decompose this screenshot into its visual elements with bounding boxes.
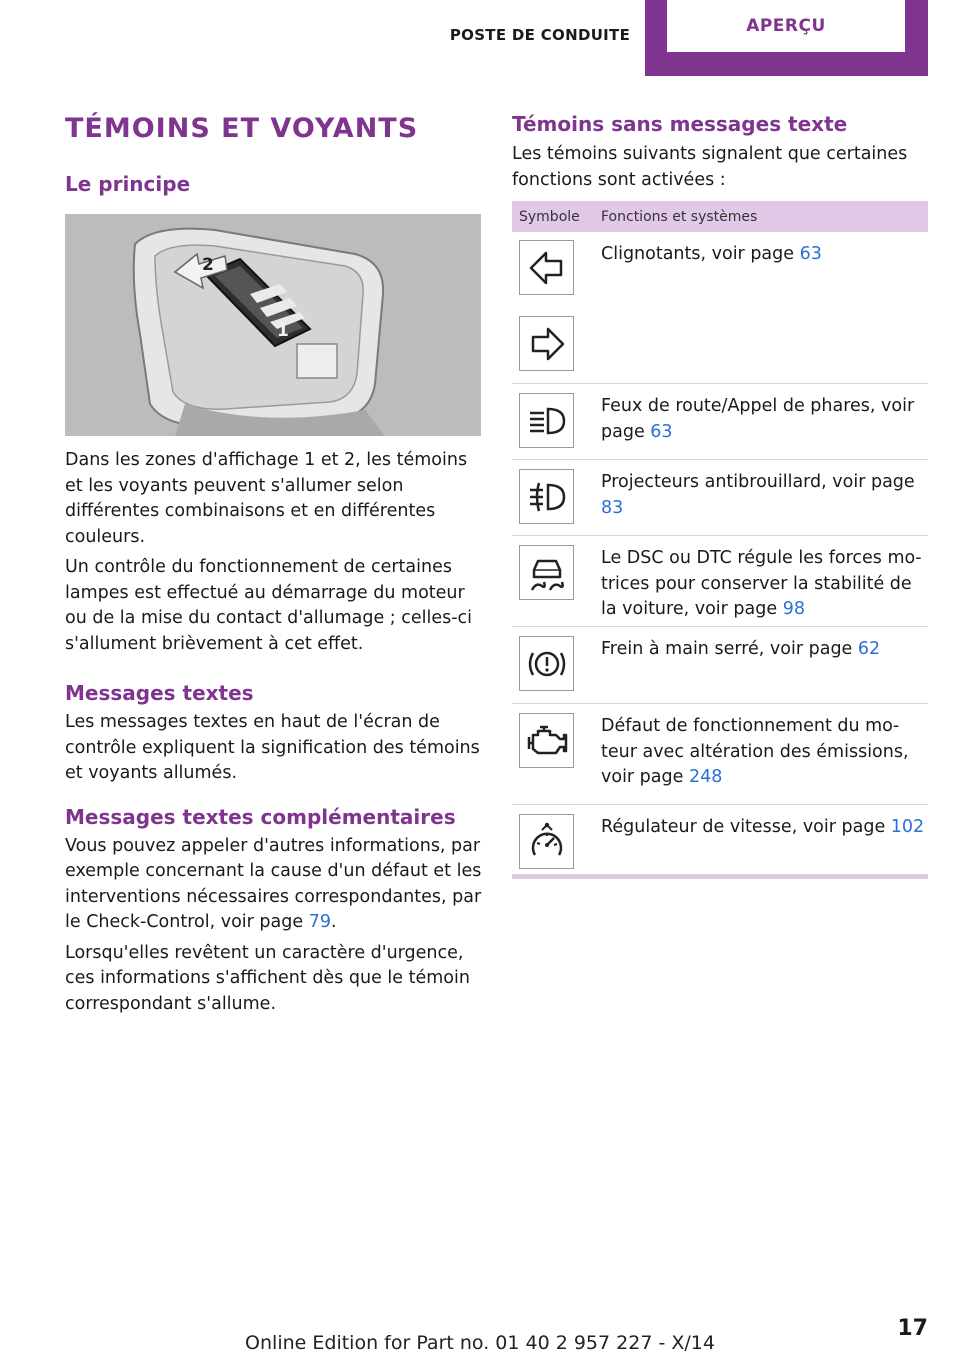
section-heading-indicators: Témoins sans messages texte — [512, 112, 848, 136]
function-text-label: Régulateur de vitesse, voir page — [601, 817, 891, 837]
fog-lamp-icon — [519, 469, 574, 524]
right-column — [512, 110, 928, 879]
cruise-control-icon — [519, 814, 574, 869]
symbol-cell — [512, 805, 601, 874]
paragraph-principle-1: Dans les zones d'affichage 1 et 2, les témoins et les voyants peuvent s'allumer selon différentes combinaisons et en différentes couleurs. — [65, 450, 468, 547]
instrument-cluster-illustration — [65, 214, 481, 436]
header-tab-current[interactable] — [645, 0, 928, 76]
turn-signal-left-icon — [519, 240, 574, 295]
symbol-cell — [512, 536, 601, 626]
page-link[interactable]: 83 — [601, 497, 624, 518]
section-heading-complementary: Messages textes complémentaires — [65, 804, 456, 829]
function-text-label: Projecteurs antibrouillard, voir page — [601, 472, 915, 492]
page-link[interactable]: 63 — [650, 421, 673, 442]
paragraph-complementary — [65, 834, 483, 936]
section-heading-messages: Messages textes — [65, 681, 254, 705]
table-row — [512, 536, 928, 627]
page-link[interactable]: 102 — [890, 817, 925, 837]
table-row — [512, 384, 928, 460]
table-header — [512, 201, 928, 232]
header-tab-current-label: APERÇU — [667, 0, 905, 52]
page-link[interactable]: 98 — [782, 599, 805, 619]
figure-label-2: 2 — [202, 255, 214, 275]
paragraph-indicators-intro: Les témoins suivants signalent que certaines fonctions sont activées : — [512, 144, 908, 190]
table-header-functions: Fonctions et systèmes — [601, 208, 758, 225]
page-title: TÉMOINS ET VOYANTS — [65, 113, 419, 144]
table-header-symbol: Symbole — [519, 208, 580, 225]
page-link[interactable]: 248 — [688, 767, 723, 787]
dsc-icon — [519, 545, 574, 600]
function-text-label: Le DSC ou DTC régule les forces motrices pour conserver la stabilité de la voiture, voir page — [601, 548, 922, 619]
function-text-label: Frein à main serré, voir page — [601, 639, 858, 659]
footer-edition: Online Edition for Part no. 01 40 2 957 227 - X/14 — [245, 1332, 715, 1354]
function-text — [601, 805, 928, 874]
paragraph-complementary-end: . — [330, 912, 337, 932]
figure-label-1: 1 — [277, 321, 289, 341]
paragraph-principle-2: Un contrôle du fonctionnement de certaines lampes est effectué au démarrage du moteur ou de la mise du contact d'allumage ; celles-ci s'allument brièvement à cet effet. — [65, 557, 473, 654]
table-row — [512, 627, 928, 704]
symbol-cell — [512, 704, 601, 804]
indicators-table — [512, 201, 928, 879]
function-text-label: Feux de route/Appel de phares, voir page — [601, 396, 915, 442]
table-bottom-rule — [512, 874, 928, 879]
left-column — [65, 110, 483, 1017]
table-row — [512, 805, 928, 874]
turn-signal-right-icon — [519, 316, 574, 371]
symbol-cell — [512, 460, 601, 535]
page-link-79[interactable]: 79 — [308, 912, 331, 932]
function-text — [601, 232, 928, 383]
symbol-cell — [512, 384, 601, 459]
parking-brake-icon — [519, 636, 574, 691]
section-heading-principle: Le principe — [65, 172, 191, 196]
function-text — [601, 384, 928, 459]
paragraph-urgency: Lorsqu'elles revêtent un caractère d'urgence, ces informations s'affichent dès que le témoin correspondant s'allume. — [65, 942, 470, 1014]
function-text-label: Clignotants, voir page — [601, 244, 800, 264]
engine-icon — [519, 713, 574, 768]
function-text — [601, 704, 928, 804]
paragraph-complementary-text: Vous pouvez appeler d'autres informations, par exemple concernant la cause d'un défaut et les interventions nécessaires correspondantes, par le Check-Control, voir page — [65, 835, 482, 932]
page-number: 17 — [897, 1316, 928, 1341]
function-text — [601, 536, 928, 626]
page-link[interactable]: 63 — [799, 244, 822, 264]
high-beam-icon — [519, 393, 574, 448]
symbol-cell — [512, 627, 601, 703]
symbol-cell — [512, 232, 601, 383]
table-row — [512, 232, 928, 384]
instrument-cluster-figure — [65, 214, 481, 436]
table-row — [512, 460, 928, 536]
paragraph-messages: Les messages textes en haut de l'écran de contrôle expliquent la signification des témoins et voyants allumés. — [65, 712, 480, 783]
function-text-label: Défaut de fonctionnement du moteur avec altération des émissions, voir page — [601, 716, 909, 787]
function-text — [601, 460, 928, 535]
table-row — [512, 704, 928, 805]
page-link[interactable]: 62 — [857, 639, 881, 659]
function-text — [601, 627, 928, 703]
header-tab-section[interactable]: POSTE DE CONDUITE — [449, 26, 631, 44]
